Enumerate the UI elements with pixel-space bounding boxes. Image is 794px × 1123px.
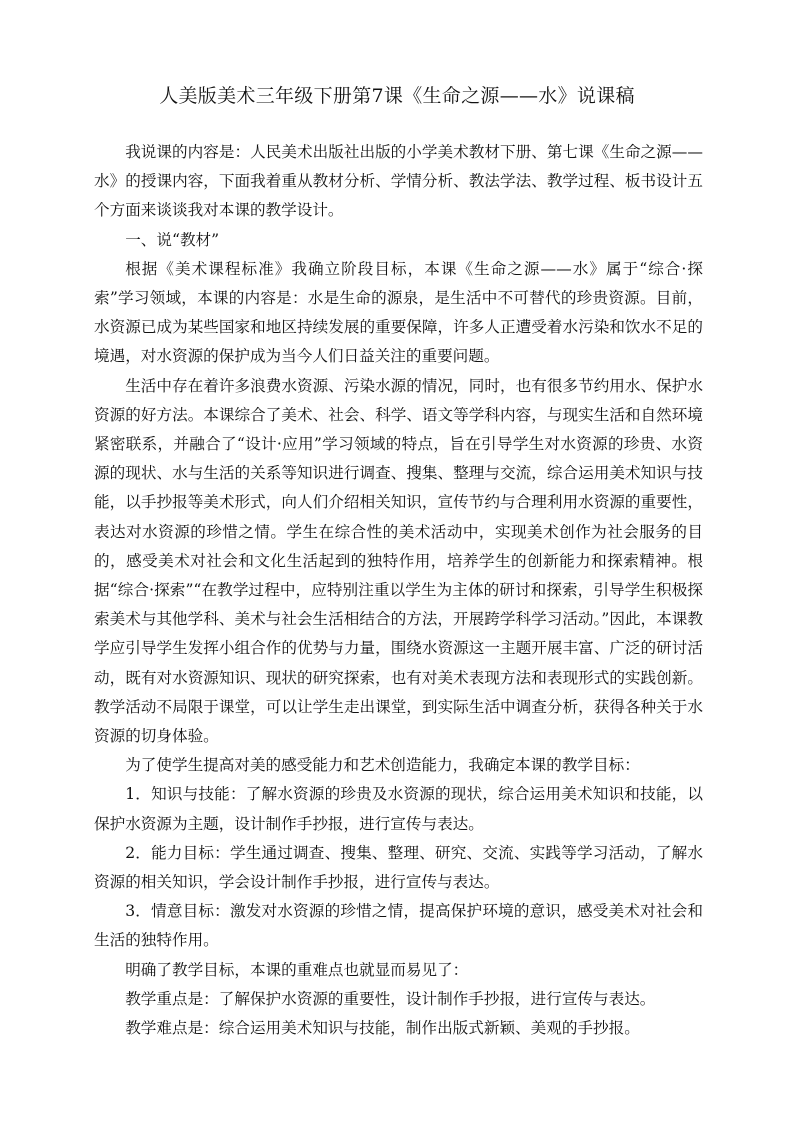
curriculum-paragraph: 根据《美术课程标准》我确立阶段目标，本课《生命之源——水》属于“综合·探索”学习领域，本课的内容是：水是生命的源泉，是生活中不可替代的珍贵资源。目前，水资源已成为某些国家和地区持续发展的重要保障，许多人正遭受着水污染和饮水不足的境遇，对水资源的保护成为当今人们日益关注的重要问题。: [94, 259, 703, 366]
analysis-paragraph: 生活中存在着许多浪费水资源、污染水源的情况，同时，也有很多节约用水、保护水资源的好方法。本课综合了美术、社会、科学、语文等学科内容，与现实生活和自然环境紧密联系，并融合了“设计·应用”学习领域的特点，旨在引导学生对水资源的珍贵、水资源的现状、水与生活的关系等知识进行调查、搜集、整理与交流，综合运用美术知识与技能，以手抄报等美术形式，向人们介绍相关知识，宣传节约与合理利用水资源的重要性，表达对水资源的珍惜之情。学生在综合性的美术活动中，实现美术创作为社会服务的目的，感受美术对社会和文化生活起到的独特作用，培养学生的创新能力和探索精神。根据“综合·探索”“在教学过程中，应特别注重以学生为主体的研讨和探索，引导学生积极探索美术与其他学科、美术与社会生活相结合的方法，开展跨学科学习活动。”因此，本课教学应引导学生发挥小组合作的优势与力量，围绕水资源这一主题开展丰富、广泛的研讨活动，既有对水资源知识、现状的研究探索，也有对美术表现方法和表现形式的实践创新。教学活动不局限于课堂，可以让学生走出课堂，到实际生活中调查分析，获得各种关于水资源的切身体验。: [94, 376, 703, 746]
objective-emotion: 3．情意目标：激发对水资源的珍惜之情，提高保护环境的意识，感受美术对社会和生活的独特作用。: [94, 902, 703, 950]
objectives-intro-paragraph: 为了使学生提高对美的感受能力和艺术创造能力，我确定本课的教学目标：: [125, 756, 640, 775]
teaching-difficulty-paragraph: 教学难点是：综合运用美术知识与技能，制作出版式新颖、美观的手抄报。: [125, 1019, 640, 1038]
document-title: 人美版美术三年级下册第7课《生命之源——水》说课稿: [159, 85, 635, 107]
objective-ability: 2．能力目标：学生通过调查、搜集、整理、研究、交流、实践等学习活动，了解水资源的相关知识，学会设计制作手抄报，进行宣传与表达。: [94, 843, 703, 892]
teaching-focus-paragraph: 教学重点是：了解保护水资源的重要性，设计制作手抄报，进行宣传与表达。: [125, 989, 656, 1008]
key-points-intro-paragraph: 明确了教学目标，本课的重难点也就显而易见了：: [125, 960, 469, 979]
objective-knowledge-skills: 1．知识与技能：了解水资源的珍贵及水资源的现状，综合运用美术知识和技能，以保护水资源为主题，设计制作手抄报，进行宣传与表达。: [94, 785, 703, 833]
document-body: [94, 138, 703, 1043]
section-heading-textbook: 一、说“教材”: [125, 230, 220, 249]
intro-paragraph: 我说课的内容是：人民美术出版社出版的小学美术教材下册、第七课《生命之源——水》的授课内容，下面我着重从教材分析、学情分析、教法学法、教学过程、板书设计五个方面来谈谈我对本课的教学设计。: [94, 143, 703, 220]
